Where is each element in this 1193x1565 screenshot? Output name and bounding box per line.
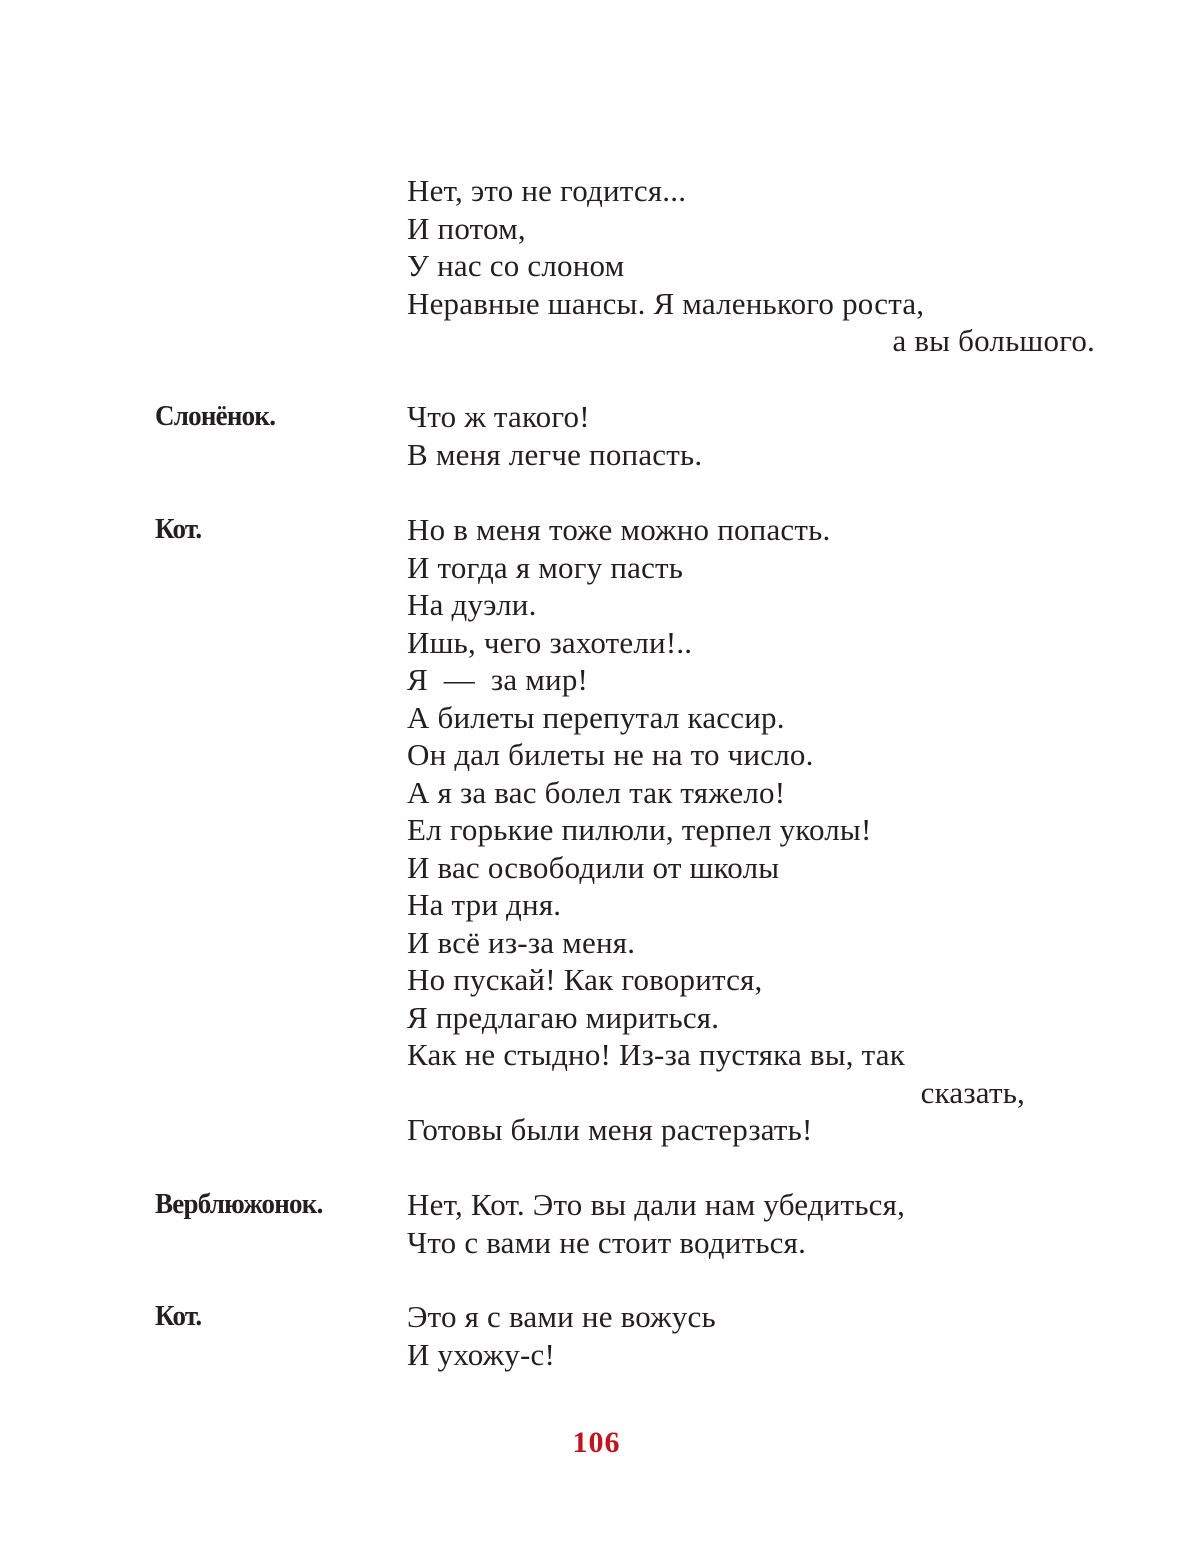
- verse-line-overflow: а вы большого.: [892, 323, 1095, 358]
- dialogue-lines: [407, 1186, 1095, 1261]
- speaker-name: Кот.: [155, 513, 202, 545]
- verse-line: И тогда я могу пасть: [407, 549, 684, 585]
- verse-line: На три дня.: [407, 887, 562, 922]
- verse-line: И потом,: [407, 210, 526, 246]
- verse-line: В меня легче попасть.: [407, 436, 703, 472]
- verse-line: Нет, Кот. Это вы дали нам убедиться,: [407, 1187, 906, 1222]
- verse-line: Неравные шансы. Я маленького роста,: [407, 285, 925, 321]
- verse-line: Но в меня тоже можно попасть.: [407, 512, 831, 547]
- verse-line: Он дал билеты не на то число.: [407, 737, 814, 772]
- verse-line: Я предлагаю мириться.: [407, 999, 720, 1035]
- verse-line: Что ж такого!: [407, 399, 590, 434]
- verse-line: Готовы были меня растерзать!: [407, 1112, 813, 1147]
- dialogue-block-camel: [155, 1186, 1095, 1261]
- verse-line: И ухожу-с!: [407, 1336, 556, 1372]
- verse-line: Как не стыдно! Из-за пустяка вы, так: [407, 1037, 905, 1072]
- dialogue-lines: [407, 172, 1095, 360]
- verse-line: И всё из-за меня.: [407, 924, 636, 960]
- dialogue-lines: [407, 398, 1095, 473]
- speaker-name: Слонёнок.: [155, 400, 276, 432]
- verse-line: Нет, это не годится...: [407, 173, 687, 208]
- verse-line: Ел горькие пилюли, терпел уколы!: [407, 812, 872, 847]
- verse-line: Ишь, чего захотели!..: [407, 624, 693, 660]
- dialogue-block-cat: [155, 1298, 1095, 1373]
- page-number: 106: [572, 1426, 621, 1459]
- dialogue-block-continuation: [155, 172, 1095, 360]
- dialogue-block-cat: [155, 511, 1025, 1149]
- verse-line: А билеты перепутал кассир.: [407, 699, 785, 735]
- verse-line: Но пускай! Как говорится,: [407, 962, 763, 997]
- verse-line: На дуэли.: [407, 587, 537, 622]
- verse-line-overflow: сказать,: [920, 1074, 1025, 1110]
- speaker-name: [155, 172, 389, 360]
- verse-line: У нас со слоном: [407, 248, 625, 283]
- dialogue-lines: [407, 511, 1025, 1149]
- verse-line: А я за вас болел так тяжело!: [407, 774, 786, 810]
- verse-line: Я — за мир!: [407, 662, 589, 697]
- verse-line: Что с вами не стоит водиться.: [407, 1224, 807, 1260]
- speaker-name: Верблюжонок.: [155, 1188, 323, 1220]
- speaker-name: Кот.: [155, 1300, 202, 1332]
- verse-line: Это я с вами не вожусь: [407, 1299, 716, 1334]
- verse-line: И вас освободили от школы: [407, 849, 780, 885]
- dialogue-block-elephant: [155, 398, 1095, 473]
- dialogue-lines: [407, 1298, 1095, 1373]
